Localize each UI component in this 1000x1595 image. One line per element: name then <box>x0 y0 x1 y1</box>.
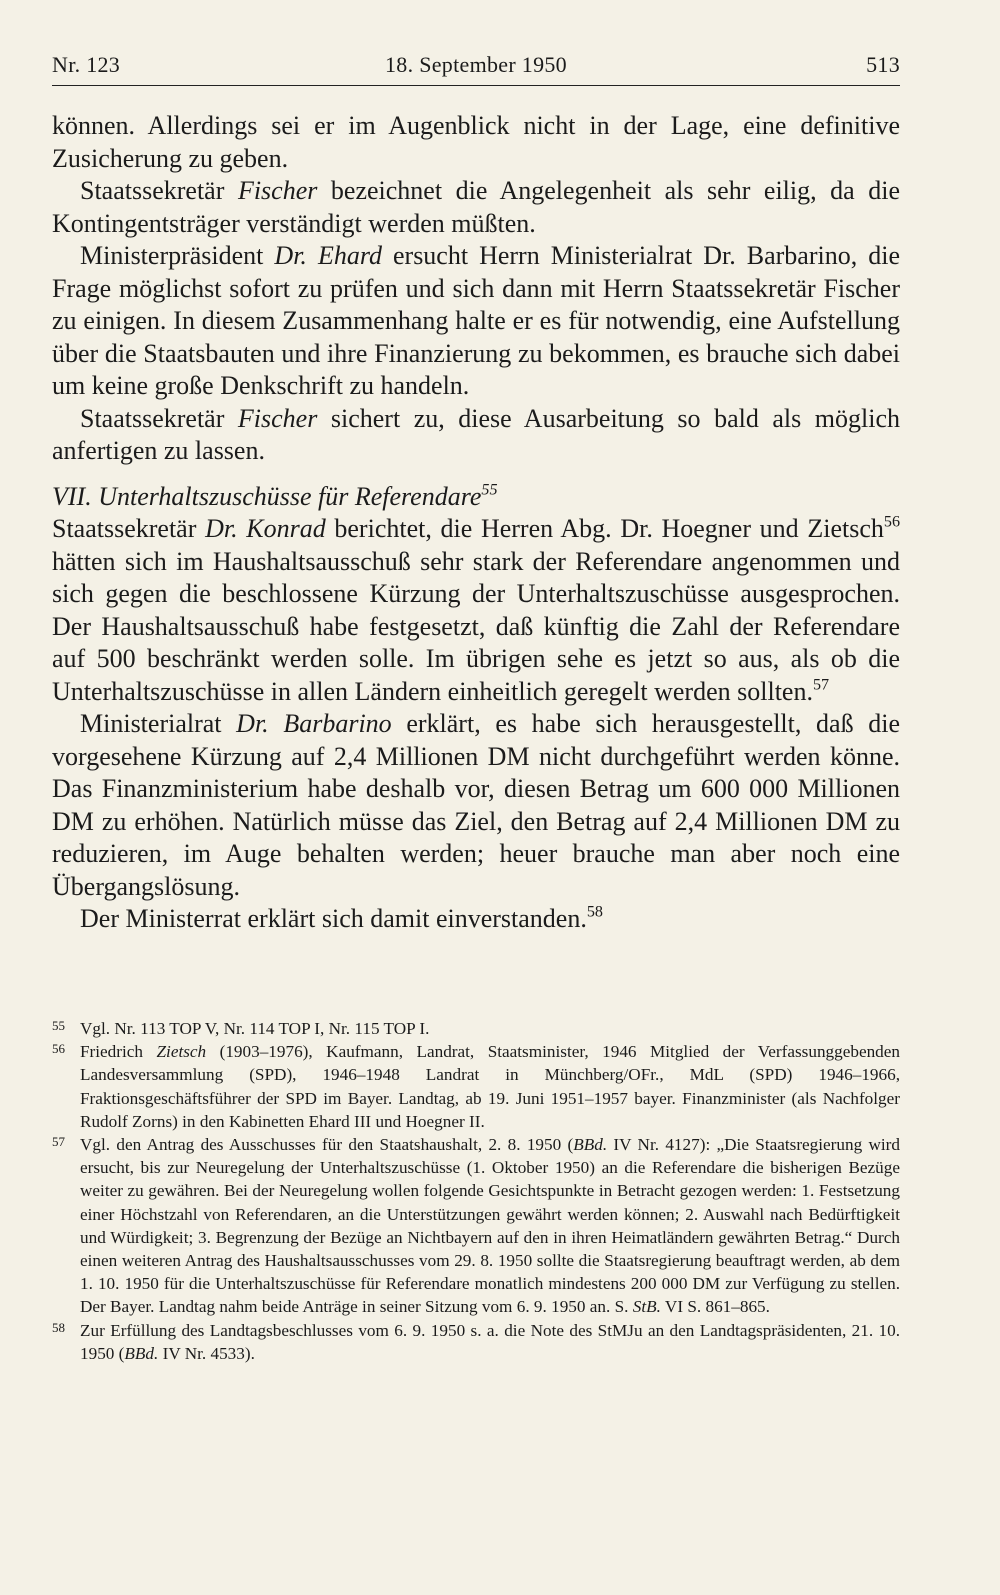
footnote-ref: 56 <box>883 513 900 531</box>
footnote-text: Friedrich Zietsch (1903–1976), Kaufmann, Landrat, Staatsminister, 1946 Mitglied der Verfassunggebenden Landesversammlung (SPD), 1946–1948 Landrat in Münchberg/OFr., MdL (SPD) 1946–1966, Fraktionsgeschäftsführer der SPD im Bayer. Landtag, ab 19. Juni 1951–1957 bayer. Finanzminister (als Nachfolger Rudolf Zorns) in den Kabinetten Ehard III und Hoegner II. <box>80 1042 900 1131</box>
page-number: 513 <box>866 52 900 77</box>
paragraph: Ministerialrat Dr. Barbarino erklärt, es habe sich herausgestellt, daß die vorgesehene Kürzung auf 2,4 Millionen DM nicht durchgeführt werden könne. Das Finanzministerium habe deshalb vor, diesen Betrag um 600 000 Millionen DM zu erhöhen. Natürlich müsse das Ziel, den Betrag auf 2,4 Millionen DM zu reduzieren, im Auge behalten werden; heuer brauche man aber noch eine Übergangslösung. <box>52 709 900 901</box>
section-heading: VII. Unterhaltszuschüsse für Referendare$^{55}$ <box>52 481 498 511</box>
footnote-number: 58 <box>52 1319 65 1335</box>
footnote-text: Vgl. Nr. 113 TOP V, Nr. 114 TOP I, Nr. 115 TOP I. <box>80 1019 430 1038</box>
header-date: 18. September 1950 <box>385 52 567 77</box>
footnote-ref: 58 <box>586 903 603 921</box>
header-rule <box>52 85 900 86</box>
speaker-name: Dr. Barbarino <box>236 709 392 738</box>
speaker-name: Dr. Ehard <box>274 241 382 270</box>
footnote-text: Vgl. den Antrag des Ausschusses für den Staatshaushalt, 2. 8. 1950 (BBd. IV Nr. 4127): „Die Staatsregierung wird ersucht, bis zur Neuregelung der Unterhaltszuschüsse (1. Oktober 1950) an die Referendare die bisherigen Bezüge weiter zu gewähren. Bei der Neuregelung wollen folgende Gesichtspunkte in Betracht gezogen werden: 1. Festsetzung einer Höchstzahl von Referendaren, an die Unterstützungen gewährt werden können; 2. Auswahl nach Bedürftigkeit und Würdigkeit; 3. Begrenzung der Bezüge an Nichtbayern auf den in ihren Heimatländern gewährten Betrag.“ Durch einen weiteren Antrag des Haushaltsausschusses vom 29. 8. 1950 sollte die Staatsregierung beauftragt werden, ab dem 1. 10. 1950 für die Unterhaltszuschüsse für Referendare monatlich mindestens 200 000 DM zur Verfügung zu stellen. Der Bayer. Landtag nahm beide Anträge in seiner Sitzung vom 6. 9. 1950 an. S. StB. VI S. 861–865. <box>80 1135 900 1317</box>
paragraph: Staatssekretär Dr. Konrad berichtet, die Herren Abg. Dr. Hoegner und Zietsch$^{56}$ hätten sich im Haushaltsausschuß sehr stark der Referendare angenommen und sich gegen die beschlossene Kürzung der Unterhaltszuschüsse ausgesprochen. Der Haushaltsausschuß habe festgesetzt, daß künftig die Zahl der Referendare auf 500 beschränkt werden solle. Im übrigen sehe es jetzt so aus, als ob die Unterhaltszuschüsse in allen Ländern einheitlich geregelt werden sollten.$^{57}$ <box>52 513 900 706</box>
footnote-number: 57 <box>52 1134 65 1150</box>
footnote-ref: 57 <box>812 676 830 694</box>
footnote <box>52 1133 900 1319</box>
document-number: Nr. 123 <box>52 52 121 77</box>
paragraph: Staatssekretär Fischer sichert zu, diese Ausarbeitung so bald als möglich anfertigen zu lassen. <box>52 403 900 465</box>
footnote-ref: 55 <box>481 481 498 499</box>
footnote-number: 55 <box>52 1018 65 1033</box>
page-header <box>52 44 900 86</box>
speaker-name: Fischer <box>237 176 318 205</box>
paragraph: können. Allerdings sei er im Augenblick nicht in der Lage, eine definitive Zusicherung zu geben. <box>52 111 900 173</box>
paragraph: Staatssekretär Fischer bezeichnet die Angelegenheit als sehr eilig, da die Kontingentsträger verständigt werden müßten. <box>52 176 901 238</box>
paragraph: Ministerpräsident Dr. Ehard ersucht Herrn Ministerialrat Dr. Barbarino, die Frage möglichst sofort zu prüfen und sich dann mit Herrn Staatssekretär Fischer zu einigen. In diesem Zusammenhang halte er es für notwendig, eine Aufstellung über die Staatsbauten und ihre Finanzierung zu bekommen, es brauche sich dabei um keine große Denkschrift zu handeln. <box>52 241 900 400</box>
footnote <box>52 1017 900 1040</box>
footnote <box>52 1040 900 1133</box>
footnote-text: Zur Erfüllung des Landtagsbeschlusses vom 6. 9. 1950 s. a. die Note des StMJu an den Landtagspräsidenten, 21. 10. 1950 (BBd. IV Nr. 4533). <box>80 1320 900 1363</box>
speaker-name: Dr. Konrad <box>205 514 326 543</box>
paragraph: Der Ministerrat erklärt sich damit einverstanden.$^{58}$ <box>80 903 603 933</box>
footnote <box>52 1319 900 1365</box>
footnotes <box>52 1017 900 1365</box>
speaker-name: Fischer <box>237 403 318 433</box>
main-text <box>52 110 900 936</box>
footnote-number: 56 <box>52 1041 65 1057</box>
